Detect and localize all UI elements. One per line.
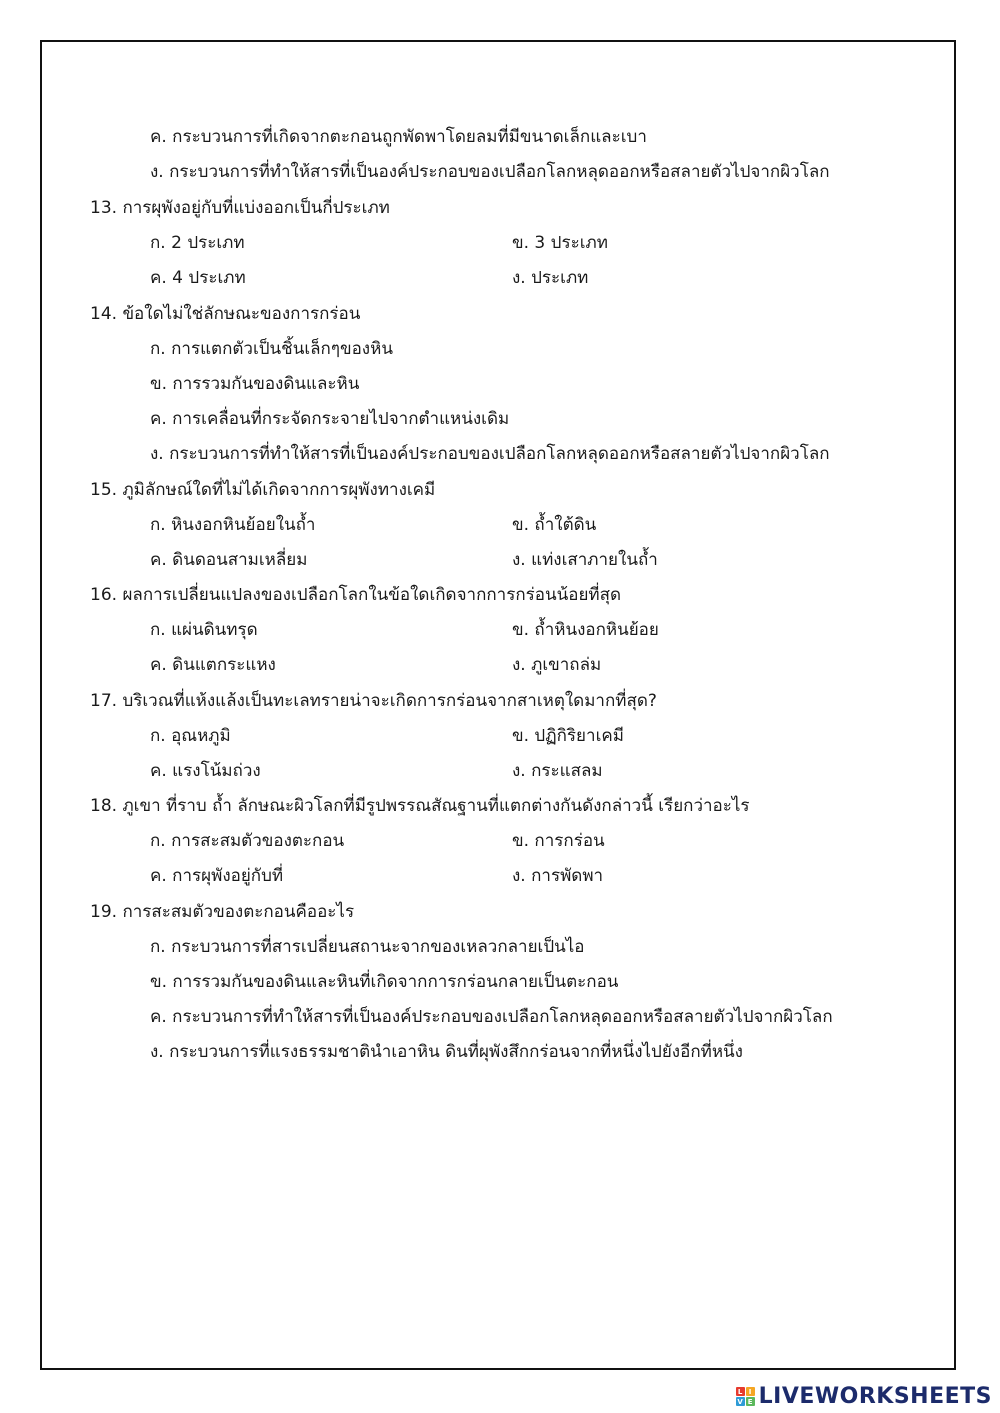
q16-option-c: ค. ดินแตกระแหง [150, 655, 276, 675]
q15-option-d: ง. แท่งเสาภายในถ้ำ [512, 550, 658, 570]
q17-option-a: ก. อุณหภูมิ [150, 726, 231, 746]
q18-option-c: ค. การผุพังอยู่กับที่ [150, 866, 284, 886]
question-15: 15. ภูมิลักษณ์ใดที่ไม่ได้เกิดจากการผุพังทางเคมี [90, 480, 436, 500]
q18-option-b: ข. การกร่อน [512, 831, 605, 851]
question-17: 17. บริเวณที่แห้งแล้งเป็นทะเลทรายน่าจะเกิดการกร่อนจากสาเหตุใดมากที่สุด? [90, 691, 657, 711]
question-19: 19. การสะสมตัวของตะกอนคืออะไร [90, 902, 355, 922]
q13-option-a: ก. 2 ประเภท [150, 233, 245, 253]
q16-option-a: ก. แผ่นดินทรุด [150, 620, 258, 640]
liveworksheets-logo-icon [736, 1387, 755, 1406]
q19-option-c: ค. กระบวนการที่ทำให้สารที่เป็นองค์ประกอบของเปลือกโลกหลุดออกหรือสลายตัวไปจากผิวโลก [150, 1007, 833, 1027]
q16-option-d: ง. ภูเขาถล่ม [512, 655, 602, 675]
q17-option-d: ง. กระแสลม [512, 761, 603, 781]
liveworksheets-watermark [736, 1384, 992, 1409]
logo-tile: V [737, 1397, 743, 1406]
option-text: ง. กระบวนการที่ทำให้สารที่เป็นองค์ประกอบของเปลือกโลกหลุดออกหรือสลายตัวไปจากผิวโลก [150, 162, 830, 182]
q19-option-b: ข. การรวมกันของดินและหินที่เกิดจากการกร่อนกลายเป็นตะกอน [150, 972, 619, 992]
q15-option-a: ก. หินงอกหินย้อยในถ้ำ [150, 515, 316, 535]
q13-option-c: ค. 4 ประเภท [150, 268, 246, 288]
question-13: 13. การผุพังอยู่กับที่แบ่งออกเป็นกี่ประเภท [90, 198, 390, 218]
q18-option-d: ง. การพัดพา [512, 866, 604, 886]
q17-option-c: ค. แรงโน้มถ่วง [150, 761, 261, 781]
q19-option-d: ง. กระบวนการที่แรงธรรมชาตินำเอาหิน ดินที่ผุพังสึกกร่อนจากที่หนึ่งไปยังอีกที่หนึ่ง [150, 1042, 743, 1062]
option-text: ค. กระบวนการที่เกิดจากตะกอนถูกพัดพาโดยลมที่มีขนาดเล็กและเบา [150, 127, 647, 147]
q16-option-b: ข. ถ้ำหินงอกหินย้อย [512, 620, 659, 640]
q14-option-a: ก. การแตกตัวเป็นชิ้นเล็กๆของหิน [150, 339, 393, 359]
q14-option-d: ง. กระบวนการที่ทำให้สารที่เป็นองค์ประกอบของเปลือกโลกหลุดออกหรือสลายตัวไปจากผิวโลก [150, 444, 830, 464]
logo-tile: E [746, 1397, 755, 1406]
question-18: 18. ภูเขา ที่ราบ ถ้ำ ลักษณะผิวโลกที่มีรูปพรรณสัณฐานที่แตกต่างกันดังกล่าวนี้ เรียกว่าอะไร [90, 796, 750, 816]
q18-option-a: ก. การสะสมตัวของตะกอน [150, 831, 345, 851]
logo-tile: I [746, 1387, 755, 1396]
question-14: 14. ข้อใดไม่ใช่ลักษณะของการกร่อน [90, 304, 361, 324]
question-16: 16. ผลการเปลี่ยนแปลงของเปลือกโลกในข้อใดเกิดจากการกร่อนน้อยที่สุด [90, 585, 622, 605]
liveworksheets-text: LIVEWORKSHEETS [758, 1384, 992, 1409]
q14-option-c: ค. การเคลื่อนที่กระจัดกระจายไปจากตำแหน่งเดิม [150, 409, 510, 429]
logo-tile: L [736, 1387, 745, 1396]
q19-option-a: ก. กระบวนการที่สารเปลี่ยนสถานะจากของเหลวกลายเป็นไอ [150, 937, 585, 957]
q15-option-c: ค. ดินดอนสามเหลี่ยม [150, 550, 308, 570]
q13-option-d: ง. ประเภท [512, 268, 589, 288]
q14-option-b: ข. การรวมกันของดินและหิน [150, 374, 360, 394]
q15-option-b: ข. ถ้ำใต้ดิน [512, 515, 597, 535]
q13-option-b: ข. 3 ประเภท [512, 233, 608, 253]
q17-option-b: ข. ปฏิกิริยาเคมี [512, 726, 624, 746]
